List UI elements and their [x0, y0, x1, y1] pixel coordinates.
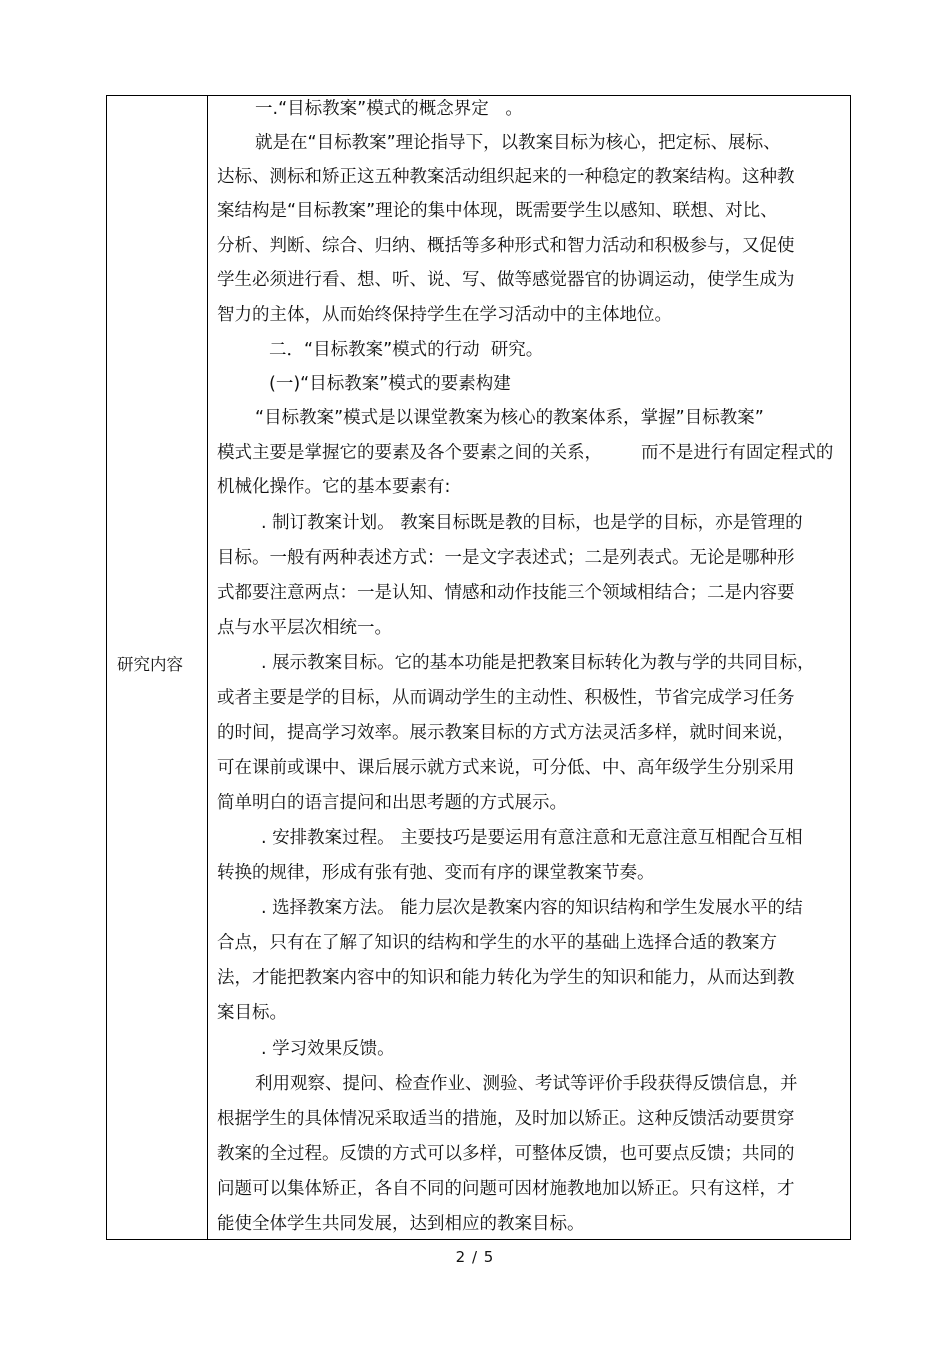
text-line: 模式主要是掌握它的要素及各个要素之间的关系， 而不是进行有固定程式的	[217, 443, 834, 463]
text-line: 二．“目标教案”模式的行动 研究。	[269, 340, 544, 360]
text-line: 或者主要是学的目标，从而调动学生的主动性、积极性，节省完成学习任务	[217, 688, 795, 708]
text-line: 案目标。	[217, 1003, 287, 1023]
text-line: 法，才能把教案内容中的知识和能力转化为学生的知识和能力，从而达到教	[217, 968, 795, 988]
text-line: 可在课前或课中、课后展示就方式来说，可分低、中、高年级学生分别采用	[217, 758, 795, 778]
text-line: 简单明白的语言提问和出思考题的方式展示。	[217, 793, 567, 813]
text-line: 案结构是“目标教案”理论的集中体现，既需要学生以感知、联想、对比、	[217, 201, 778, 221]
text-line: 目标。一般有两种表述方式：一是文字表述式；二是列表式。无论是哪种形	[217, 548, 795, 568]
text-line: 达标、测标和矫正这五种教案活动组织起来的一种稳定的教案结构。这种教	[217, 167, 795, 187]
text-line: . 展示教案目标。它的基本功能是把教案目标转化为教与学的共同目标，	[261, 653, 815, 673]
text-line: (一)“目标教案”模式的要素构建	[269, 374, 511, 394]
text-line: 学生必须进行看、想、听、说、写、做等感觉器官的协调运动，使学生成为	[217, 270, 795, 290]
text-line: 智力的主体，从而始终保持学生在学习活动中的主体地位。	[217, 305, 672, 325]
text-line: . 选择教案方法。 能力层次是教案内容的知识结构和学生发展水平的结	[261, 898, 803, 918]
content-table	[106, 95, 851, 1240]
text-line: . 制订教案计划。 教案目标既是教的目标，也是学的目标，亦是管理的	[261, 513, 803, 533]
text-line: 点与水平层次相统一。	[217, 618, 392, 638]
page-number: 2 / 5	[455, 1248, 495, 1266]
text-line: . 学习效果反馈。	[261, 1039, 395, 1059]
text-line: “目标教案”模式是以课堂教案为核心的教案体系，掌握”目标教案”	[255, 408, 764, 428]
text-line: 合点，只有在了解了知识的结构和学生的水平的基础上选择合适的教案方	[217, 933, 777, 953]
text-line: 能使全体学生共同发展，达到相应的教案目标。	[217, 1214, 585, 1234]
text-line: 式都要注意两点：一是认知、情感和动作技能三个领域相结合；二是内容要	[217, 583, 795, 603]
row-label: 研究内容	[117, 655, 183, 674]
text-line: 转换的规律，形成有张有弛、变而有序的课堂教案节奏。	[217, 863, 655, 883]
text-line: 的时间，提高学习效率。展示教案目标的方式方法灵活多样，就时间来说，	[217, 723, 795, 743]
text-line: 就是在“目标教案”理论指导下，以教案目标为核心，把定标、展标、	[255, 133, 781, 153]
text-line: 一.“目标教案”模式的概念界定 。	[255, 99, 523, 119]
text-line: 分析、判断、综合、归纳、概括等多种形式和智力活动和积极参与，又促使	[217, 236, 795, 256]
text-line: . 安排教案过程。 主要技巧是要运用有意注意和无意注意互相配合互相	[261, 828, 803, 848]
text-line: 根据学生的具体情况采取适当的措施，及时加以矫正。这种反馈活动要贯穿	[217, 1109, 795, 1129]
text-line: 利用观察、提问、检查作业、测验、考试等评价手段获得反馈信息，并	[255, 1074, 798, 1094]
text-line: 机械化操作。它的基本要素有:	[217, 477, 451, 497]
text-line: 教案的全过程。反馈的方式可以多样，可整体反馈，也可要点反馈；共同的	[217, 1144, 795, 1164]
row-label-cell	[107, 96, 208, 1239]
text-line: 问题可以集体矫正，各自不同的问题可因材施教地加以矫正。只有这样，才	[217, 1179, 795, 1199]
